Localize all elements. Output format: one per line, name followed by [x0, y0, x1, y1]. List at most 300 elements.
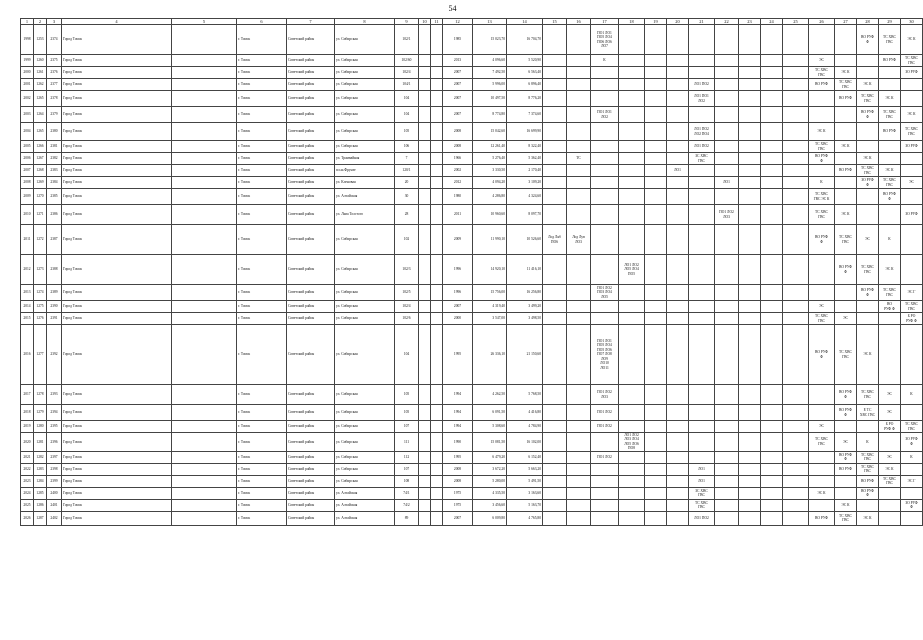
- table-cell: [739, 475, 761, 487]
- table-cell: [619, 153, 645, 165]
- table-cell: 2008: [443, 463, 473, 475]
- table-cell: [783, 421, 809, 433]
- table-cell: [783, 225, 809, 255]
- column-number-cell: 30: [901, 19, 923, 25]
- table-cell: [715, 385, 739, 405]
- table-cell: [715, 165, 739, 177]
- column-number-cell: 13: [473, 19, 507, 25]
- table-cell: [783, 433, 809, 452]
- table-cell: ЭС К: [835, 141, 857, 153]
- table-cell: [857, 499, 879, 511]
- table-cell: [567, 385, 591, 405]
- table-cell: [172, 205, 237, 225]
- table-cell: ВО РУФ: [879, 123, 901, 141]
- table-cell: [667, 325, 689, 385]
- table-cell: [619, 325, 645, 385]
- table-cell: ЭС: [835, 313, 857, 325]
- table-cell: Советский район: [287, 285, 335, 301]
- table-cell: ТС ХВС ГВС: [835, 225, 857, 255]
- table-cell: 2000: [21, 67, 34, 79]
- table-cell: [879, 79, 901, 91]
- table-cell: 4 784,90: [507, 421, 543, 433]
- table-cell: 2399: [47, 475, 62, 487]
- table-cell: ЗО РУФ: [901, 205, 923, 225]
- table-cell: 2014: [21, 301, 34, 313]
- table-cell: 2381: [47, 141, 62, 153]
- table-cell: ул. Сибирская: [335, 25, 395, 55]
- table-cell: ул. Сибирская: [335, 55, 395, 67]
- table-cell: 2013: [21, 285, 34, 301]
- table-cell: [543, 255, 567, 285]
- table-cell: 102: [395, 225, 419, 255]
- table-cell: 74/2: [395, 499, 419, 511]
- table-cell: [419, 165, 431, 177]
- table-cell: 1267: [34, 153, 47, 165]
- table-cell: [645, 475, 667, 487]
- table-cell: ТС ХВС ГВС: [835, 325, 857, 385]
- table-cell: [645, 123, 667, 141]
- table-cell: ЗО РУФ: [901, 141, 923, 153]
- table-cell: 2402: [47, 511, 62, 525]
- table-cell: [715, 255, 739, 285]
- table-cell: ЭС К: [857, 325, 879, 385]
- table-cell: [591, 67, 619, 79]
- table-cell: [689, 385, 715, 405]
- table-cell: [619, 385, 645, 405]
- table-cell: [619, 487, 645, 499]
- table-cell: [901, 225, 923, 255]
- table-row: [21, 475, 923, 487]
- table-cell: [543, 177, 567, 189]
- column-number-cell: 24: [761, 19, 783, 25]
- table-cell: 6 479,20: [473, 451, 507, 463]
- table-cell: ЭС К: [857, 153, 879, 165]
- table-cell: Советский район: [287, 25, 335, 55]
- table-cell: [619, 107, 645, 123]
- table-cell: [689, 421, 715, 433]
- table-cell: г. Томск: [237, 451, 287, 463]
- table-cell: ПО1 ЛО2: [591, 405, 619, 421]
- table-cell: ЭС К: [879, 165, 901, 177]
- table-cell: [835, 123, 857, 141]
- table-cell: Советский район: [287, 385, 335, 405]
- table-cell: [689, 189, 715, 205]
- table-cell: ЗС ХВС ГВС: [689, 153, 715, 165]
- table-cell: ТС ХВС ГВС: [879, 177, 901, 189]
- table-cell: [715, 475, 739, 487]
- table-row: [21, 255, 923, 285]
- table-cell: [715, 141, 739, 153]
- table-cell: 2007: [443, 79, 473, 91]
- table-cell: [667, 153, 689, 165]
- table-cell: 1996: [443, 285, 473, 301]
- table-cell: [431, 463, 443, 475]
- table-cell: Город Томск: [62, 123, 172, 141]
- table-cell: 107: [395, 463, 419, 475]
- table-cell: ЭС Г: [901, 285, 923, 301]
- table-cell: 1266: [34, 141, 47, 153]
- table-cell: ЭС: [879, 405, 901, 421]
- table-cell: ул. Алтайская: [335, 511, 395, 525]
- table-cell: [667, 451, 689, 463]
- table-cell: [591, 313, 619, 325]
- table-cell: [689, 313, 715, 325]
- table-cell: ТС ХВС ГВС: [857, 165, 879, 177]
- table-cell: [783, 153, 809, 165]
- table-cell: [419, 313, 431, 325]
- table-cell: г. Томск: [237, 177, 287, 189]
- table-row: [21, 511, 923, 525]
- table-cell: 1980: [443, 189, 473, 205]
- table-cell: ВО РУФ Ф: [879, 301, 901, 313]
- table-cell: [901, 463, 923, 475]
- table-cell: [567, 177, 591, 189]
- table-cell: Город Томск: [62, 255, 172, 285]
- table-cell: 4 286,80: [473, 189, 507, 205]
- table-cell: [809, 463, 835, 475]
- table-cell: [172, 67, 237, 79]
- table-cell: г. Томск: [237, 499, 287, 511]
- table-cell: [761, 433, 783, 452]
- table-cell: [715, 325, 739, 385]
- table-cell: [619, 225, 645, 255]
- table-cell: [645, 451, 667, 463]
- table-cell: 3 499,20: [507, 301, 543, 313]
- table-cell: [783, 451, 809, 463]
- table-cell: г. Томск: [237, 405, 287, 421]
- table-cell: [689, 55, 715, 67]
- table-cell: 104: [395, 325, 419, 385]
- column-number-cell: 27: [835, 19, 857, 25]
- table-cell: 104: [395, 107, 419, 123]
- table-cell: [431, 55, 443, 67]
- table-cell: К: [901, 451, 923, 463]
- table-cell: [419, 385, 431, 405]
- table-cell: [567, 301, 591, 313]
- table-cell: [567, 421, 591, 433]
- table-cell: [667, 313, 689, 325]
- table-cell: Город Томск: [62, 205, 172, 225]
- table-cell: г. Томск: [237, 153, 287, 165]
- table-cell: [645, 511, 667, 525]
- table-cell: ул. Сибирская: [335, 225, 395, 255]
- table-cell: [761, 123, 783, 141]
- table-cell: Советский район: [287, 153, 335, 165]
- table-cell: [567, 511, 591, 525]
- table-cell: [761, 463, 783, 475]
- table-cell: 5 491,50: [507, 475, 543, 487]
- table-cell: 2001: [21, 79, 34, 91]
- table-cell: Город Томск: [62, 55, 172, 67]
- table-cell: [739, 177, 761, 189]
- table-cell: [835, 285, 857, 301]
- table-cell: [645, 325, 667, 385]
- table-row: [21, 463, 923, 475]
- table-cell: 2396: [47, 433, 62, 452]
- table-cell: [419, 421, 431, 433]
- table-cell: [543, 67, 567, 79]
- table-cell: ВО РУФ Ф: [835, 255, 857, 285]
- table-cell: [739, 123, 761, 141]
- table-row: [21, 487, 923, 499]
- table-cell: Город Томск: [62, 433, 172, 452]
- table-cell: [667, 91, 689, 107]
- table-cell: [715, 487, 739, 499]
- table-cell: [667, 475, 689, 487]
- table-row: [21, 141, 923, 153]
- table-cell: [543, 189, 567, 205]
- table-cell: 2004: [21, 123, 34, 141]
- column-number-cell: 15: [543, 19, 567, 25]
- table-cell: ВО РУФ Ф: [809, 153, 835, 165]
- table-cell: [567, 25, 591, 55]
- table-cell: г. Томск: [237, 79, 287, 91]
- table-cell: [739, 107, 761, 123]
- table-cell: ТС ХВС ГВС: [857, 91, 879, 107]
- table-cell: 1279: [34, 405, 47, 421]
- table-cell: [172, 25, 237, 55]
- table-cell: [835, 25, 857, 55]
- table-cell: [715, 499, 739, 511]
- table-cell: [783, 325, 809, 385]
- table-cell: [667, 55, 689, 67]
- table-cell: 1278: [34, 385, 47, 405]
- table-cell: [739, 325, 761, 385]
- table-cell: 1260: [34, 55, 47, 67]
- table-cell: [783, 67, 809, 79]
- table-cell: [715, 189, 739, 205]
- register-table: [20, 18, 923, 526]
- table-cell: ЭС К: [857, 79, 879, 91]
- table-cell: Город Томск: [62, 405, 172, 421]
- table-cell: 2394: [47, 405, 62, 421]
- table-cell: 1990: [443, 433, 473, 452]
- table-cell: [591, 189, 619, 205]
- table-cell: Советский район: [287, 313, 335, 325]
- table-cell: [783, 189, 809, 205]
- table-cell: 2021: [21, 451, 34, 463]
- table-cell: [431, 205, 443, 225]
- table-cell: [431, 165, 443, 177]
- table-cell: ЭС: [879, 451, 901, 463]
- table-cell: ТС ХВС ГВС: [809, 313, 835, 325]
- table-cell: [835, 421, 857, 433]
- table-cell: Советский район: [287, 405, 335, 421]
- table-cell: Город Томск: [62, 153, 172, 165]
- table-row: [21, 205, 923, 225]
- table-cell: г. Томск: [237, 463, 287, 475]
- table-cell: ВО РУФ: [835, 165, 857, 177]
- table-cell: 7 492,50: [473, 67, 507, 79]
- table-cell: [667, 511, 689, 525]
- table-cell: [419, 67, 431, 79]
- table-cell: ПО1 ЛО2 ЛО3: [591, 385, 619, 405]
- table-cell: [645, 405, 667, 421]
- table-cell: 1996: [443, 255, 473, 285]
- table-cell: 11 416,10: [507, 255, 543, 285]
- table-row: [21, 385, 923, 405]
- table-cell: 11 990,10: [473, 225, 507, 255]
- table-cell: [543, 91, 567, 107]
- column-number-cell: 26: [809, 19, 835, 25]
- table-cell: 2012: [21, 255, 34, 285]
- table-cell: [809, 25, 835, 55]
- table-cell: [619, 177, 645, 189]
- table-cell: г. Томск: [237, 433, 287, 452]
- table-cell: 2007: [443, 511, 473, 525]
- table-cell: 10 960,60: [473, 205, 507, 225]
- table-cell: [761, 205, 783, 225]
- table-cell: [431, 225, 443, 255]
- table-cell: [172, 313, 237, 325]
- table-cell: 1262: [34, 79, 47, 91]
- table-cell: [419, 123, 431, 141]
- table-cell: [645, 165, 667, 177]
- table-cell: [667, 255, 689, 285]
- table-cell: [879, 67, 901, 79]
- table-cell: [591, 165, 619, 177]
- table-cell: 1281: [34, 433, 47, 452]
- table-cell: [543, 405, 567, 421]
- table-cell: Город Томск: [62, 165, 172, 177]
- table-cell: [619, 141, 645, 153]
- table-cell: [591, 487, 619, 499]
- page-number: 54: [448, 4, 457, 13]
- table-cell: [739, 463, 761, 475]
- table-cell: 2026: [21, 511, 34, 525]
- table-cell: ул. Алтайская: [335, 189, 395, 205]
- table-cell: [619, 421, 645, 433]
- column-number-cell: 17: [591, 19, 619, 25]
- column-number-cell: 14: [507, 19, 543, 25]
- table-cell: [761, 451, 783, 463]
- table-cell: [857, 55, 879, 67]
- table-cell: ПО1 ЛО1 ПО5 ЛО4 ПО6 ЛО6 ЛО7: [591, 25, 619, 55]
- table-cell: [901, 487, 923, 499]
- table-cell: [619, 205, 645, 225]
- table-cell: 2011: [443, 205, 473, 225]
- table-cell: [543, 79, 567, 91]
- table-cell: 10 497,50: [473, 91, 507, 107]
- table-cell: 1282: [34, 451, 47, 463]
- table-cell: 1285: [34, 487, 47, 499]
- table-cell: Советский район: [287, 487, 335, 499]
- table-cell: ЭС К: [835, 499, 857, 511]
- table-row: [21, 25, 923, 55]
- column-number-cell: 2: [34, 19, 47, 25]
- table-cell: 1975: [443, 487, 473, 499]
- table-cell: [172, 255, 237, 285]
- table-cell: ЗО РУФ: [901, 67, 923, 79]
- table-cell: [715, 153, 739, 165]
- table-cell: Б РО РУФ Ф: [901, 313, 923, 325]
- table-cell: ЭС: [857, 225, 879, 255]
- table-cell: ВО РУФ Ф: [835, 385, 857, 405]
- table-cell: [172, 487, 237, 499]
- table-cell: [739, 421, 761, 433]
- table-cell: ЭС К: [901, 107, 923, 123]
- table-cell: [419, 511, 431, 525]
- table-cell: [689, 165, 715, 177]
- table-cell: [901, 511, 923, 525]
- table-cell: г. Томск: [237, 313, 287, 325]
- table-cell: 8 097,70: [507, 205, 543, 225]
- table-cell: [172, 225, 237, 255]
- table-cell: [835, 487, 857, 499]
- table-cell: Город Томск: [62, 511, 172, 525]
- table-cell: 5 996,00: [473, 79, 507, 91]
- table-cell: [619, 451, 645, 463]
- table-cell: 2007: [21, 165, 34, 177]
- table-cell: 2008: [21, 177, 34, 189]
- table-cell: [901, 255, 923, 285]
- table-cell: 2007: [443, 107, 473, 123]
- table-cell: ЭС: [879, 385, 901, 405]
- table-cell: [715, 285, 739, 301]
- table-cell: 2013: [443, 55, 473, 67]
- column-number-cell: 6: [237, 19, 287, 25]
- table-cell: [645, 385, 667, 405]
- table-cell: 2006: [21, 153, 34, 165]
- table-cell: [419, 225, 431, 255]
- table-cell: ЛО1 ПО2: [689, 141, 715, 153]
- table-cell: [591, 177, 619, 189]
- table-cell: Е ТС ХВС ГВС: [857, 405, 879, 421]
- table-cell: [835, 177, 857, 189]
- table-cell: ЭС К: [857, 511, 879, 525]
- table-cell: 2011: [21, 225, 34, 255]
- table-cell: [739, 189, 761, 205]
- table-cell: г. Томск: [237, 141, 287, 153]
- table-cell: [419, 25, 431, 55]
- table-cell: ул. Сибирская: [335, 285, 395, 301]
- table-cell: [857, 141, 879, 153]
- table-cell: [543, 475, 567, 487]
- table-cell: 1264: [34, 107, 47, 123]
- table-cell: 1276: [34, 313, 47, 325]
- column-number-cell: 7: [287, 19, 335, 25]
- column-number-cell: 11: [431, 19, 443, 25]
- table-cell: [419, 205, 431, 225]
- table-cell: [667, 225, 689, 255]
- table-cell: 6 896,40: [507, 79, 543, 91]
- table-cell: ТС ХВС ГВС: [901, 421, 923, 433]
- column-number-cell: 28: [857, 19, 879, 25]
- table-cell: [809, 499, 835, 511]
- table-cell: Город Томск: [62, 451, 172, 463]
- table-cell: Советский район: [287, 475, 335, 487]
- table-cell: [419, 79, 431, 91]
- table-cell: 2393: [47, 385, 62, 405]
- table-cell: Советский район: [287, 165, 335, 177]
- table-cell: ЭС: [809, 55, 835, 67]
- table-cell: [689, 205, 715, 225]
- table-cell: [761, 107, 783, 123]
- table-cell: [645, 255, 667, 285]
- table-cell: [419, 463, 431, 475]
- table-cell: [567, 165, 591, 177]
- table-cell: 105: [395, 123, 419, 141]
- table-cell: ПО1 ЛО1 ПО5 ЛО4 ПО5 ЛО6 ПО7 ЛО8 ЛО9 ЛО10 ЛО11: [591, 325, 619, 385]
- table-row: [21, 313, 923, 325]
- table-cell: [543, 285, 567, 301]
- table-cell: [591, 79, 619, 91]
- table-cell: 4 262,50: [473, 385, 507, 405]
- table-cell: 106: [395, 141, 419, 153]
- table-cell: 2019: [21, 421, 34, 433]
- table-cell: ВО РУФ Ф: [857, 285, 879, 301]
- table-cell: ВО РУФ: [857, 475, 879, 487]
